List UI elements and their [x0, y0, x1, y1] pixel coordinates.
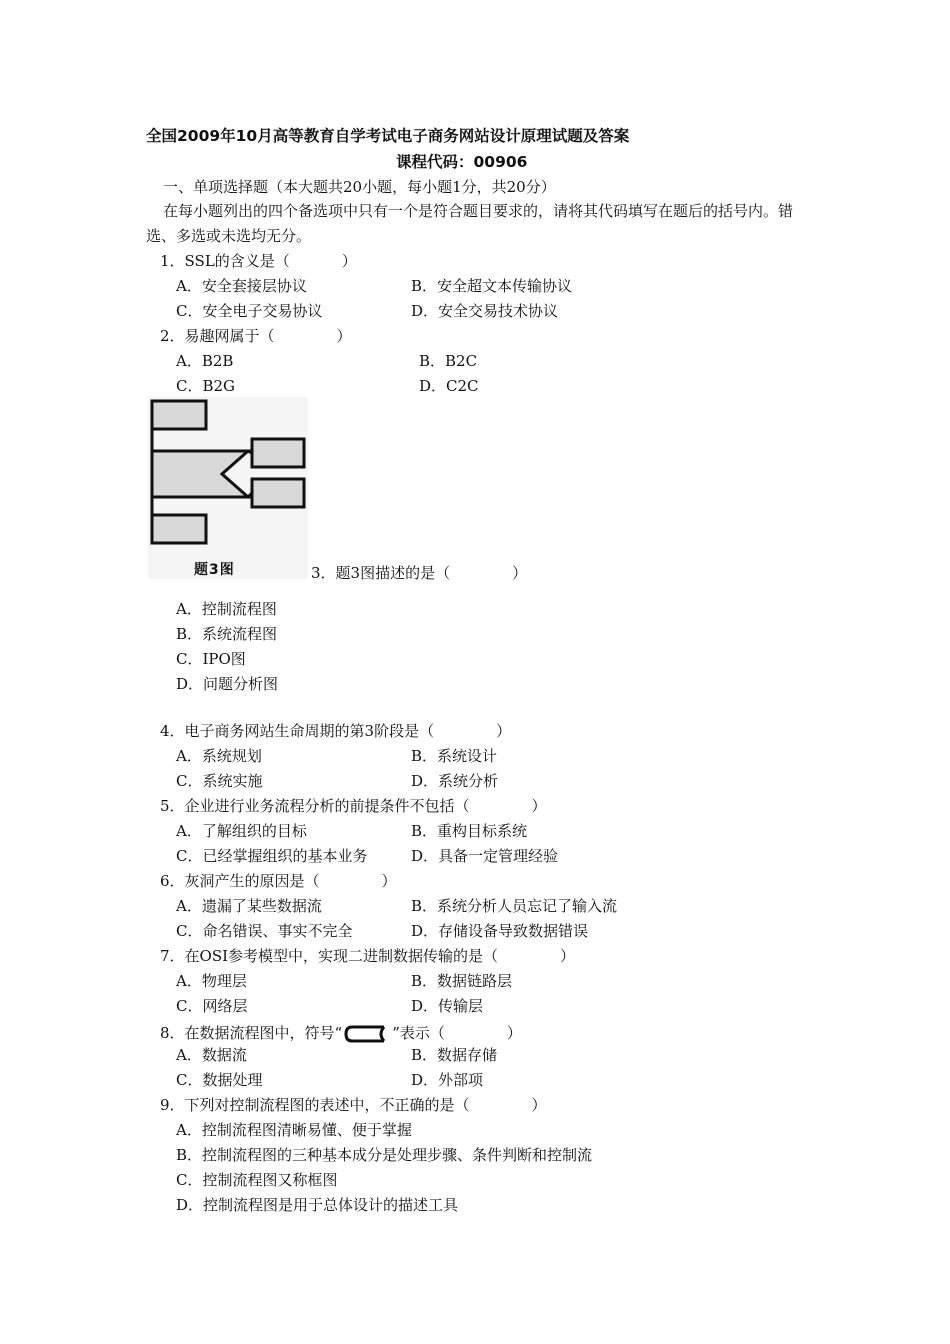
question-5-stem: 5．企业进行业务流程分析的前提条件不包括（ ）	[160, 797, 547, 815]
q9-option-c: C．控制流程图又称框图	[176, 1171, 338, 1189]
question-6-stem: 6．灰洞产生的原因是（ ）	[160, 872, 397, 890]
q1-option-c: C．安全电子交易协议	[176, 302, 323, 320]
q6-option-d: D．存储设备导致数据错误	[411, 922, 589, 940]
q4-option-d: D．系统分析	[411, 772, 499, 790]
q9-option-d: D．控制流程图是用于总体设计的描述工具	[176, 1196, 459, 1214]
lower-right-box	[252, 479, 304, 507]
q5-option-d: D．具备一定管理经验	[411, 847, 559, 865]
section-heading: 一、单项选择题（本大题共20小题，每小题1分，共20分）	[163, 178, 556, 196]
exam-title: 全国2009年10月高等教育自学考试电子商务网站设计原理试题及答案	[146, 127, 630, 145]
q6-option-c: C．命名错误、事实不完全	[176, 922, 353, 940]
question-2-stem: 2．易趣网属于（ ）	[160, 327, 352, 345]
instructions: 在每小题列出的四个备选项中只有一个是符合题目要求的，请将其代码填写在题后的括号内。错选、多选或未选均无分。	[146, 202, 794, 245]
q5-option-a: A．了解组织的目标	[176, 822, 307, 840]
q7-option-b: B．数据链路层	[411, 972, 513, 990]
q7-option-c: C．网络层	[176, 997, 248, 1015]
q7-option-d: D．传输层	[411, 997, 484, 1015]
q4-option-c: C．系统实施	[176, 772, 263, 790]
question-3-stem: 3．题3图描述的是（ ）	[311, 564, 528, 582]
flowchart-diagram	[148, 397, 308, 557]
q2-option-b: B．B2C	[419, 352, 478, 370]
q3-option-b: B．系统流程图	[176, 625, 278, 643]
q1-option-d: D．安全交易技术协议	[411, 302, 559, 320]
q1-option-a: A．安全套接层协议	[176, 277, 307, 295]
q6-option-b: B．系统分析人员忘记了输入流	[411, 897, 618, 915]
q9-option-a: A．控制流程图清晰易懂、便于掌握	[176, 1121, 412, 1139]
q4-option-a: A．系统规划	[176, 747, 262, 765]
q4-option-b: B．系统设计	[411, 747, 498, 765]
q8-option-a: A．数据流	[176, 1046, 247, 1064]
top-box	[152, 401, 206, 429]
figure-caption: 题3图	[194, 562, 235, 578]
q5-option-c: C．已经掌握组织的基本业务	[176, 847, 368, 865]
upper-right-box	[252, 439, 304, 467]
question-8-stem: 8．在数据流程图中，符号“ ”表示（ ）	[160, 1024, 522, 1042]
question-7-stem: 7．在OSI参考模型中，实现二进制数据传输的是（ ）	[160, 947, 576, 965]
course-code: 课程代码：00906	[396, 153, 528, 171]
q7-option-a: A．物理层	[176, 972, 247, 990]
q1-option-b: B．安全超文本传输协议	[411, 277, 573, 295]
q2-option-d: D．C2C	[419, 377, 479, 395]
question-3-figure	[148, 397, 308, 579]
q6-option-a: A．遗漏了某些数据流	[176, 897, 322, 915]
q5-option-b: B．重构目标系统	[411, 822, 528, 840]
q8-option-b: B．数据存储	[411, 1046, 498, 1064]
q2-option-c: C．B2G	[176, 377, 236, 395]
question-1-stem: 1．SSL的含义是（ ）	[160, 252, 357, 270]
central-arrow-shape	[152, 451, 248, 497]
question-9-stem: 9．下列对控制流程图的表述中，不正确的是（ ）	[160, 1096, 547, 1114]
upper-connector	[248, 451, 252, 453]
bottom-box	[152, 515, 206, 543]
q8-option-d: D．外部项	[411, 1071, 484, 1089]
q8-option-c: C．数据处理	[176, 1071, 263, 1089]
q2-option-a: A．B2B	[176, 352, 234, 370]
q3-option-d: D．问题分析图	[176, 675, 279, 693]
question-4-stem: 4．电子商务网站生命周期的第3阶段是（ ）	[160, 722, 512, 740]
q9-option-b: B．控制流程图的三种基本成分是处理步骤、条件判断和控制流	[176, 1146, 593, 1164]
q3-option-c: C．IPO图	[176, 650, 246, 668]
q3-option-a: A．控制流程图	[176, 600, 277, 618]
data-store-symbol-icon	[344, 1025, 390, 1043]
